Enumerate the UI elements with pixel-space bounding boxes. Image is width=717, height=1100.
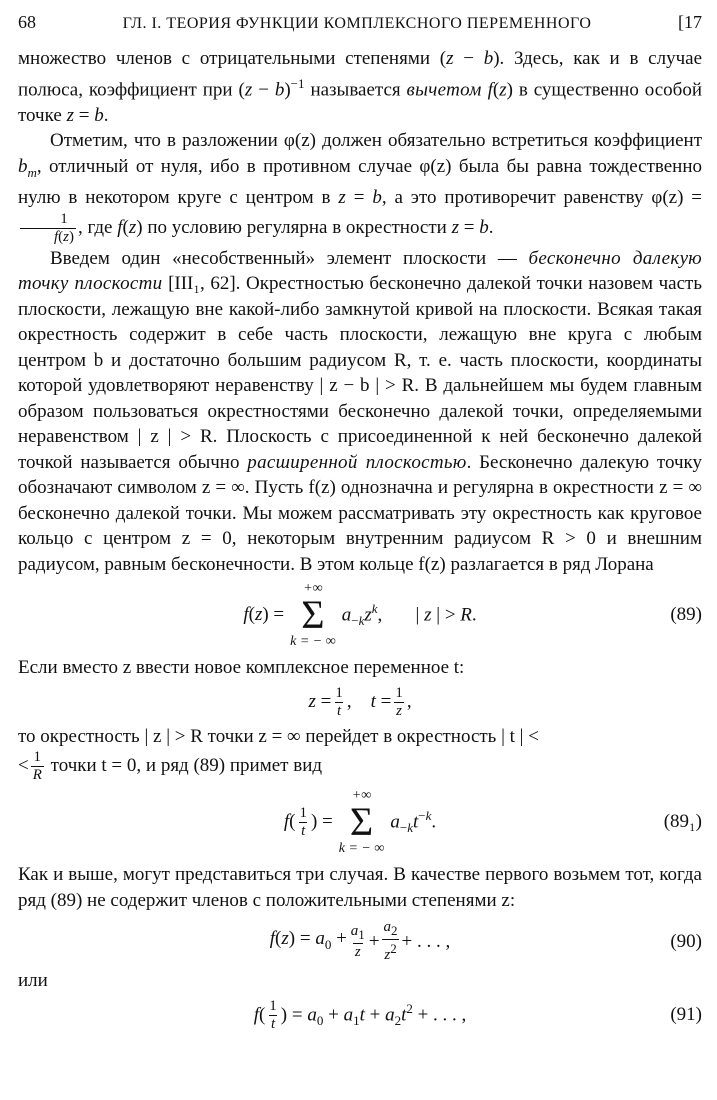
paragraph-6: Как и выше, могут представиться три случая. В качестве первого возьмем тот, когда ряд (89) не содержит членов с положительными степенями z: [18, 864, 702, 911]
page [18, 10, 702, 1033]
equation-number-89: (89) [670, 604, 702, 626]
paragraph-3: Введем один «несобственный» элемент плоскости — бесконечно далекую точку плоскости [III₁, 62]. Окрестностью бесконечно далекой точки назовем часть плоскости, лежащую вне какой-либо замкнутой кривой на плоскости. Всякая такая окрестность содержит в себе часть плоскости, лежащую вне круга с любым центром b и достаточно большим радиусом R, т. е. часть плоскости, координаты которой удовлетворяют неравенству | z − b | > R. В дальнейшем мы будем главным образом пользоваться окрестностями бесконечно далекой точки, определяемыми неравенством | z | > R. Плоскость с присоединенной к ней бесконечно далекой точкой называется обычно расширенной плоскостью. Бесконечно далекую точку обозначают символом z = ∞. Пусть f(z) однозначна и регулярна в окрестности z = ∞ бесконечно далекой точки. Мы можем рассматривать эту окрестность как круговое кольцо с центром z = 0, некоторым внутренним радиусом R > 0 и внешним радиусом, равным бесконечности. В этом кольце f(z) разлагается в ряд Лорана [18, 247, 702, 575]
equation-91: f( $\frac{1}{t}$ ) = $a_0 + a_1t + a_2t^2$ + . . . , (91) [253, 998, 702, 1033]
equation-substitution: z = $\frac{1}{t}$ , t = $\frac{1}{z}$ , [308, 684, 412, 719]
paragraph-2: Отметим, что в разложении φ(z) должен обязательно встретиться коэффициент $b_m$, отличный от нуля, ибо в противном случае φ(z) была бы равна тождественно нулю в некотором круге с центром в z = b, а это противоречит равенству φ(z) = $\frac{1}{f(z)}$ , где f(z) по условию регулярна в окрестности z = b. [18, 130, 703, 245]
term-infinite-point: бесконечно далекую точку плоскости [18, 247, 702, 295]
equation-number-89-1: (89₁) [663, 811, 702, 833]
equation-number-91: (91) [670, 1003, 702, 1025]
section-number: [17 [677, 12, 702, 32]
paragraph-4: Если вместо z ввести новое комплексное переменное t: [18, 657, 465, 679]
paragraph-1: множество членов с отрицательными степенями (z − b). Здесь, как и в случае полюса, коэффициент при $(z - b)^{-1}$ называется вычетом f(z) в существенно особой точке z = b. [18, 47, 703, 126]
term-extended-plane: расширенной плоскостью [247, 451, 467, 473]
running-title: ГЛ. I. ТЕОРИЯ ФУНКЦИИ КОМПЛЕКСНОГО ПЕРЕМЕННОГО [122, 15, 592, 32]
equation-89: f(z) = +∞ Σ k = − ∞ $a_{-k}z^k$, | z | > R. (89) [243, 581, 702, 650]
term-residue: вычетом [406, 79, 482, 101]
paragraph-5: то окрестность | z | > R точки z = ∞ перейдет в окрестность | t | < < $\frac{1}{R}$ точки t = 0, и ряд (89) примет вид [18, 725, 539, 784]
paragraph-7: или [18, 970, 48, 992]
page-number: 68 [18, 12, 36, 32]
equation-89-1: f( $\frac{1}{t}$ ) = +∞ Σ k = − ∞ $a_{-k}t^{-k}$. (89₁) [283, 788, 702, 857]
equation-number-90: (90) [670, 930, 702, 952]
page-header [18, 10, 702, 37]
equation-90: $f(z) = a_0$ + $\frac{a_1}{z}$ + $\frac{a_2}{z^2}$ + . . . , (90) [269, 919, 702, 964]
